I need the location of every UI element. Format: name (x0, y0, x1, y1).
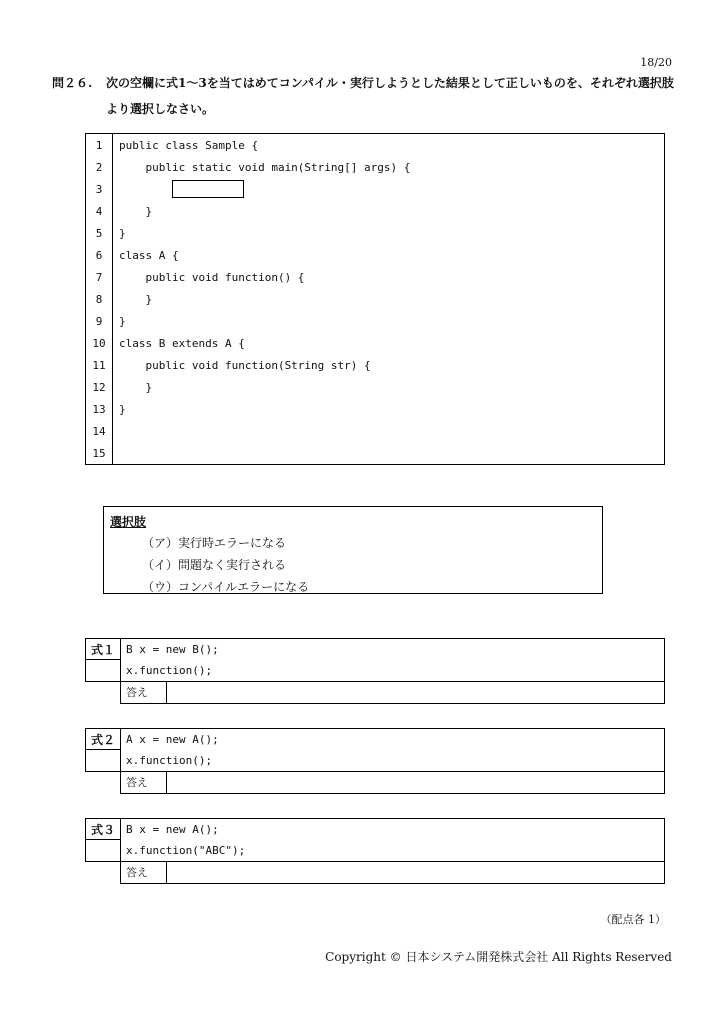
code-line (86, 222, 665, 244)
answer-label: 答え (120, 682, 166, 704)
code-line (86, 310, 665, 332)
line-number: 12 (86, 376, 113, 398)
expression-label: 式２ (85, 728, 120, 750)
line-number: 4 (86, 200, 113, 222)
answer-field[interactable] (166, 862, 665, 884)
line-number: 2 (86, 156, 113, 178)
line-number: 15 (86, 442, 113, 465)
code-line (86, 178, 665, 200)
code-line (86, 200, 665, 222)
code-text: class A { (119, 248, 179, 262)
code-text (113, 420, 665, 442)
line-number: 5 (86, 222, 113, 244)
points-note: （配点各 1） (600, 913, 666, 926)
expression-code-line1: B x = new B(); (120, 638, 665, 660)
expression-code-line2: x.function(); (120, 750, 665, 772)
code-line (86, 288, 665, 310)
code-text: } (119, 204, 153, 218)
copyright: Copyright © 日本システム開発株式会社 All Rights Reserved (325, 950, 672, 964)
answer-field[interactable] (166, 682, 665, 704)
line-number: 10 (86, 332, 113, 354)
code-text: } (119, 380, 153, 394)
expression-label-cell (85, 840, 120, 862)
code-line (86, 420, 665, 442)
line-number: 14 (86, 420, 113, 442)
code-line (86, 266, 665, 288)
code-line (86, 442, 665, 465)
expression-2 (85, 728, 665, 794)
line-number: 9 (86, 310, 113, 332)
line-number: 7 (86, 266, 113, 288)
code-text: public void function() { (119, 270, 305, 284)
answer-field[interactable] (166, 772, 665, 794)
expression-3 (85, 818, 665, 884)
choice-option-u: （ウ）コンパイルエラーになる (142, 580, 310, 594)
answer-label: 答え (120, 862, 166, 884)
code-line (86, 376, 665, 398)
expression-code-line1: A x = new A(); (120, 728, 665, 750)
code-text: } (119, 314, 126, 328)
code-line (86, 332, 665, 354)
choices-box (103, 506, 603, 594)
blank-line (113, 178, 665, 200)
line-number: 13 (86, 398, 113, 420)
expression-label-cell (85, 660, 120, 682)
expression-1 (85, 638, 665, 704)
code-line (86, 354, 665, 376)
code-text: } (119, 292, 153, 306)
code-line (86, 244, 665, 266)
question-number: 問２６. (52, 76, 93, 90)
expression-code-line1: B x = new A(); (120, 818, 665, 840)
code-line (86, 398, 665, 420)
choice-option-i: （イ）問題なく実行される (142, 558, 287, 572)
page-number: 18/20 (640, 56, 672, 69)
answer-label: 答え (120, 772, 166, 794)
expression-label: 式１ (85, 638, 120, 660)
code-listing (85, 133, 665, 465)
code-text: public static void main(String[] args) { (119, 160, 411, 174)
code-line (86, 156, 665, 178)
choice-option-a: （ア）実行時エラーになる (142, 536, 287, 550)
expression-code-line2: x.function("ABC"); (120, 840, 665, 862)
question-text: 次の空欄に式1～3を当てはめてコンパイル・実行しようとした結果として正しいものを、それぞれ選択肢より選択しなさい。 (106, 76, 674, 116)
line-number: 3 (86, 178, 113, 200)
line-number: 8 (86, 288, 113, 310)
code-text: public class Sample { (119, 138, 259, 152)
line-number: 11 (86, 354, 113, 376)
choices-title: 選択肢 (110, 515, 147, 529)
code-text: public void function(String str) { (119, 358, 371, 372)
expression-code-line2: x.function(); (120, 660, 665, 682)
code-line (86, 134, 665, 157)
code-text (113, 442, 665, 465)
expression-label-cell (85, 750, 120, 772)
code-text: } (119, 402, 126, 416)
line-number: 1 (86, 134, 113, 157)
code-text: } (119, 226, 126, 240)
code-text: class B extends A { (119, 336, 245, 350)
expression-label: 式３ (85, 818, 120, 840)
line-number: 6 (86, 244, 113, 266)
blank-box (172, 180, 244, 198)
